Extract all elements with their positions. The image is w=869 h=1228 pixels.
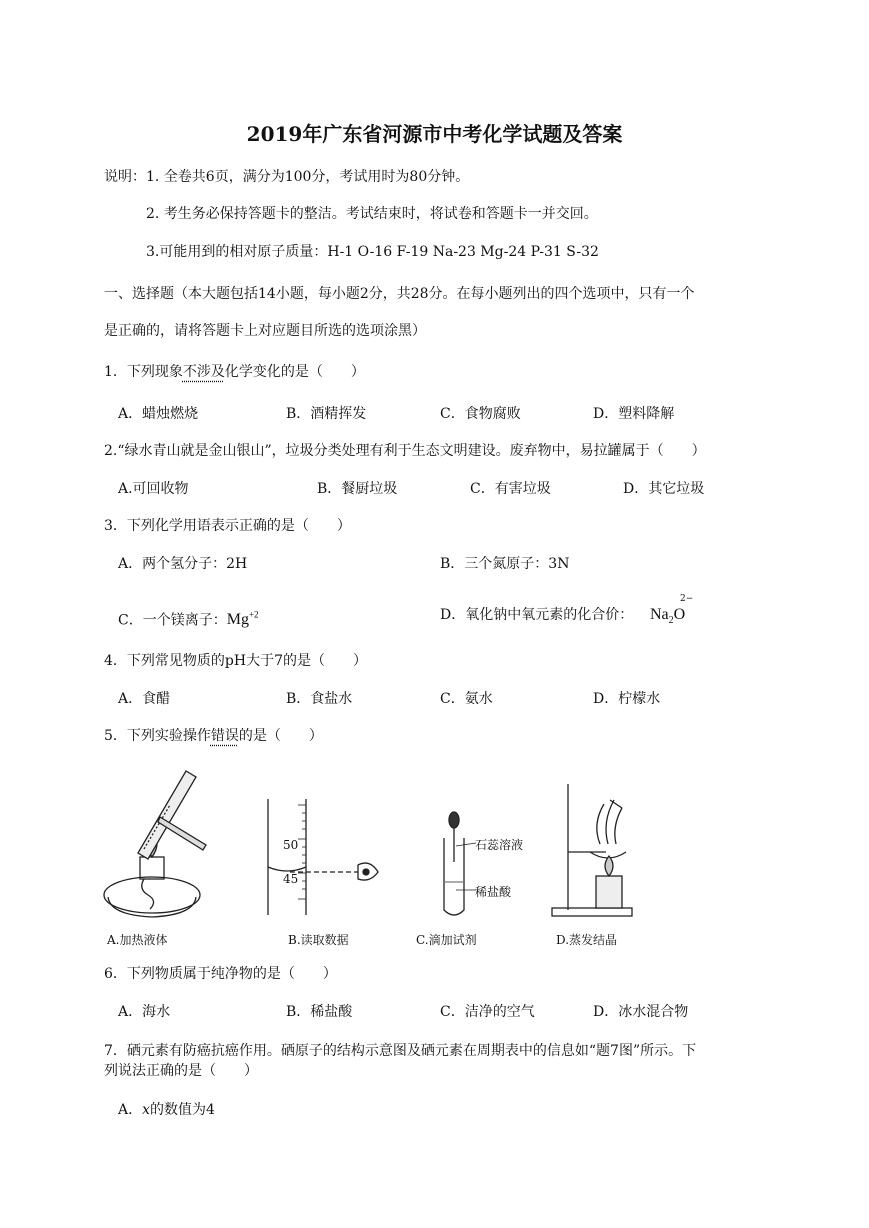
question-5-emphasis: 错误 (210, 728, 239, 744)
question-2-option-b: B．餐厨垃圾 (317, 481, 398, 497)
o-symbol: O (673, 606, 686, 623)
question-5-stem-start: 5．下列实验操作 (104, 728, 211, 744)
figure-d-evaporation (546, 780, 636, 920)
figure-a-heating-liquid (100, 765, 210, 925)
section-heading-line-1: 一、选择题（本大题包括14小题，每小题2分，共28分。在每小题列出的四个选项中，只有一个 (104, 286, 695, 302)
question-2-option-c: C．有害垃圾 (470, 481, 551, 497)
question-1-stem-end: 化学变化的是（ ） (224, 364, 365, 380)
oxygen-valence: 2− (680, 594, 694, 604)
variable-x: x (142, 1102, 151, 1118)
question-1-stem (104, 363, 365, 381)
acid-label: 稀盐酸 (475, 885, 512, 899)
question-7-line-1: 7．硒元素有防癌抗癌作用。硒原子的结构示意图及硒元素在周期表中的信息如“题7图”所示。下 (104, 1043, 697, 1059)
question-6-option-d: D．冰水混合物 (593, 1004, 689, 1020)
question-3-option-c-text: C．一个镁离子： (118, 612, 227, 629)
figure-c-caption: C.滴加试剂 (416, 933, 477, 947)
question-4-option-d: D．柠檬水 (593, 691, 661, 707)
question-6-stem: 6．下列物质属于纯净物的是（ ） (104, 966, 337, 982)
instruction-line-3: 3.可能用到的相对原子质量：H-1 O-16 F-19 Na-23 Mg-24 P-31 S-32 (146, 244, 599, 260)
question-3-stem: 3．下列化学用语表示正确的是（ ） (104, 518, 351, 534)
question-4-option-a: A．食醋 (118, 691, 171, 707)
leader-lines (456, 840, 478, 896)
question-7-option-a (118, 1101, 215, 1119)
question-5-stem-end: 的是（ ） (238, 728, 323, 744)
question-6-option-c: C．洁净的空气 (440, 1004, 535, 1020)
section-heading-line-2: 是正确的，请将答题卡上对应题目所选的选项涂黑） (104, 323, 426, 339)
scale-label-45: 45 (283, 872, 299, 886)
question-2-option-d: D．其它垃圾 (623, 481, 705, 497)
na-subscript: 2 (668, 615, 674, 627)
figure-b-reading-data (262, 795, 392, 920)
question-7-option-a-prefix: A． (118, 1102, 143, 1118)
figure-b-caption: B.读取数据 (288, 933, 349, 947)
figure-a-caption: A.加热液体 (107, 933, 168, 947)
question-5-stem (104, 727, 323, 745)
question-1-option-b: B．酒精挥发 (286, 406, 367, 422)
question-1-option-c: C．食物腐败 (440, 406, 521, 422)
instruction-line-1: 1. 全卷共6页，满分为100分，考试用时为80分钟。 (146, 169, 470, 185)
figure-d-caption: D.蒸发结晶 (556, 933, 618, 947)
question-2-stem: 2.“绿水青山就是金山银山”，垃圾分类处理有利于生态文明建设。废弃物中，易拉罐属于（ ） (104, 443, 706, 459)
scale-label-50: 50 (283, 838, 299, 852)
mg-charge: +2 (248, 610, 259, 620)
question-4-option-b: B．食盐水 (286, 691, 353, 707)
instruction-line-2: 2. 考生务必保持答题卡的整洁。考试结束时，将试卷和答题卡一并交回。 (146, 206, 598, 222)
question-7-line-2: 列说法正确的是（ ） (104, 1063, 258, 1079)
page-title: 2019年广东省河源市中考化学试题及答案 (246, 122, 623, 146)
question-3-option-c (118, 606, 259, 629)
question-6-option-a: A．海水 (118, 1004, 171, 1020)
mg-ion-formula (227, 611, 259, 628)
na-symbol: Na (650, 606, 669, 623)
question-1-option-d: D．塑料降解 (593, 406, 675, 422)
question-3-option-b: B．三个氮原子：3N (440, 556, 570, 572)
question-7-option-a-text: 的数值为4 (150, 1102, 215, 1118)
mg-symbol: Mg (226, 611, 249, 629)
question-4-option-c: C．氨水 (440, 691, 493, 707)
question-1-stem-start: 1．下列现象 (104, 364, 183, 380)
na2o-formula (650, 606, 685, 630)
question-3-option-a: A．两个氢分子：2H (118, 556, 248, 572)
question-1-option-a: A．蜡烛燃烧 (118, 406, 199, 422)
instructions-prefix: 说明： (104, 169, 146, 185)
question-4-stem: 4．下列常见物质的pH大于7的是（ ） (104, 653, 367, 669)
question-1-emphasis: 不涉及 (182, 364, 225, 380)
question-2-option-a: A.可回收物 (118, 481, 189, 497)
question-3-option-d: D．氧化钠中氧元素的化合价： (440, 607, 634, 623)
question-6-option-b: B．稀盐酸 (286, 1004, 353, 1020)
litmus-label: 石蕊溶液 (475, 838, 524, 852)
